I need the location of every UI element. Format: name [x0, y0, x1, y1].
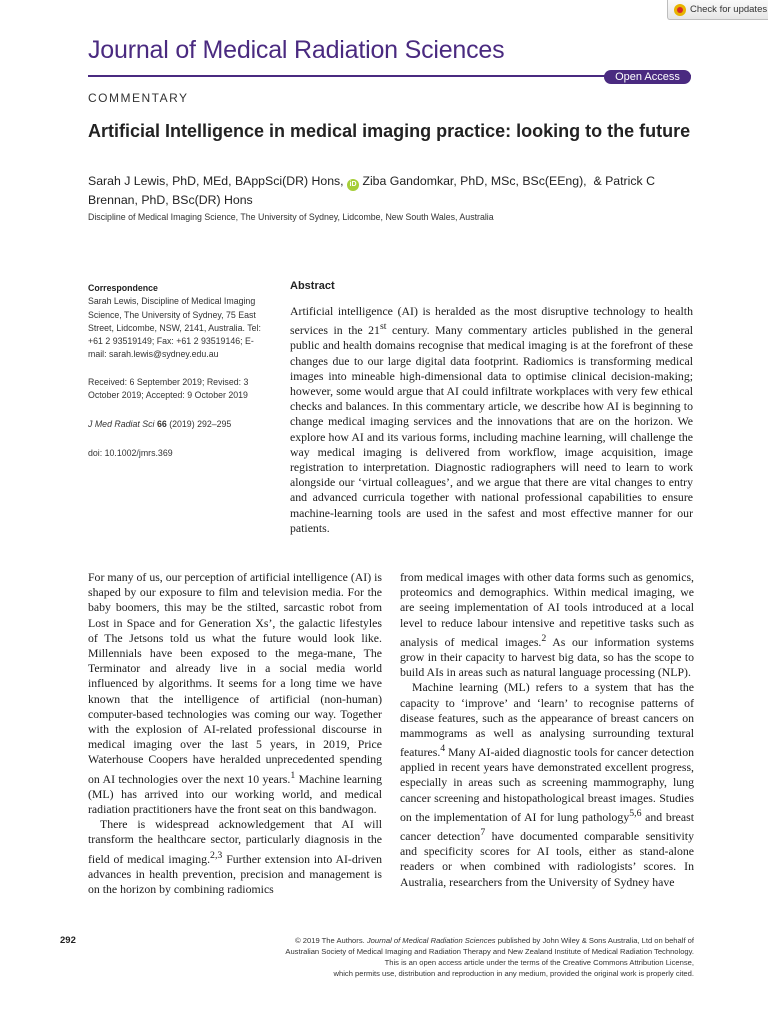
citation-journal: J Med Radiat Sci — [88, 419, 155, 429]
crossmark-icon — [674, 4, 686, 16]
page-number: 292 — [60, 935, 76, 946]
orcid-icon[interactable]: iD — [347, 179, 359, 191]
body-paragraph: There is widespread acknowledgement that AI will transform the healthcare sector, particularly diagnosis in the field of medical imaging.$^{2,3}$ Further extension into AI-driven advances in health prevention, precision and management is on the horizon by combining radiomics — [88, 817, 382, 896]
section-label: COMMENTARY — [88, 91, 189, 105]
citation-ref[interactable]: 2 — [541, 632, 547, 644]
journal-divider — [88, 75, 691, 77]
article-title: Artificial Intelligence in medical imaging practice: looking to the future — [88, 121, 691, 141]
copyright-footer: © 2019 The Authors. Journal of Medical Radiation Sciences published by John Wiley & Sons Australia, Ltd on behalf of Australian Society of Medical Imaging and Radiation Therapy and New Zealand Institute of Medical Radiation Technology. This is an open access article under the terms of the Creative Commons Attribution License, which permits use, distribution and reproduction in any medium, provided the original work is properly cited. — [285, 936, 694, 978]
correspondence-heading: Correspondence — [88, 283, 158, 293]
article-dates: Received: 6 September 2019; Revised: 3 October 2019; Accepted: 9 October 2019 — [88, 377, 249, 401]
open-access-badge: Open Access — [604, 70, 691, 84]
doi-link[interactable]: doi: 10.1002/jmrs.369 — [88, 448, 173, 458]
body-paragraph: from medical images with other data forms such as genomics, proteomics and demographics. Within medical imaging, we are seeing implementation of AI tools introduced at a local level to reduce labour intensive and repetitive tasks such as analysis of medical images.$^2$ As our information systems grow in their capacity to harvest big data, so has the scope to build AIs in areas such as natural language processing (NLP). — [400, 570, 694, 680]
citation-ref[interactable]: 5,6 — [629, 807, 642, 819]
body-column-left — [88, 570, 382, 897]
citation-volume: 66 — [156, 419, 167, 429]
correspondence-text: Sarah Lewis, Discipline of Medical Imaging Science, The University of Sydney, 75 East Street, Lidcombe, NSW, 2141, Australia. Tel: +61 2 93519149; Fax: +61 2 93519146; E-mail: sarah.lewis@sydney.edu.au — [88, 296, 261, 360]
citation — [88, 418, 268, 431]
body-column-right — [400, 570, 694, 890]
check-for-updates-label: Check for updates — [690, 4, 768, 15]
author-name: Sarah J Lewis, PhD, MEd, BAppSci(DR) Hons, — [88, 174, 344, 188]
affiliation: Discipline of Medical Imaging Science, The University of Sydney, Lidcombe, New South Wales, Australia — [88, 212, 494, 222]
superscript: st — [379, 321, 387, 333]
citation-ref[interactable]: 2,3 — [210, 849, 223, 861]
citation-ref[interactable]: 7 — [480, 827, 486, 839]
journal-title: Journal of Medical Radiation Sciences — [88, 36, 505, 64]
citation-ref[interactable]: 4 — [440, 743, 446, 755]
author-name: Ziba Gandomkar, PhD, MSc, BSc(EEng), — [362, 174, 587, 188]
author-list — [88, 172, 698, 209]
body-paragraph: Machine learning (ML) refers to a system that has the capacity to ‘improve’ and ‘learn’ to recognise patterns of disease features, such as the appearance of breast cancers on mammograms as well as analysing surrounding textural features.$^4$ Many AI-aided diagnostic tools for cancer detection applied in recent years have demonstrated excellent progress, especially in areas such as screening mammography, lung cancer screening and histopathological breast images. Studies on the implementation of AI for lung pathology$^{5,6}$ and breast cancer detection$^7$ have documented comparable sensitivity and specificity scores for AI tools, either as stand-alone readers or when combined with radiologists’ scores. In Australia, researchers from the University of Sydney have — [400, 680, 694, 889]
author-name: & Patrick C Brennan, PhD, BSc(DR) Hons — [88, 174, 655, 207]
abstract-text: Artificial intelligence (AI) is heralded as the most disruptive technology to health services in the 21st century. Many commentary articles published in the general public and health domains recognise that medical imaging is at the forefront of these changes due to our large digital data footprint. Radiomics is transforming medical images into mineable high-dimensional data to optimise clinical decision-making; however, some would argue that AI could infiltrate workplaces with very few ethical checks and balances. In this commentary article, we describe how AI is beginning to change medical imaging services and the innovations that are on the horizon. We explore how AI and its various forms, including machine learning, will challenge the way medical imaging is delivered from workflow, image acquisition, image registration to interpretation. Diagnostic radiographers will need to learn to work alongside our ‘virtual colleagues’, and we argue that there are vital changes to entry and advanced curricula together with national professional capabilities to ensure machine-learning tools are used in the safest and most effective manner for our patients. — [290, 304, 693, 535]
check-for-updates-badge[interactable] — [667, 0, 768, 20]
body-paragraph: For many of us, our perception of artificial intelligence (AI) is shaped by our exposure to film and television media. For the baby boomers, this may be the stilted, sarcastic robot from Lost in Space and for Generation Xs’, the galactic lifestyles of The Jetsons told us what the future would look like. Millennials have been exposed to the mega-mane, The Terminator and already live in a social media world influenced by algorithms. It seems for a long time we have known that the intelligence of artificial (non-human) computer-based technologies was coming our way. Together with the explosion of AI-related professional discourse in medical imaging over the last 5 years, in 2019, Price Waterhouse Coopers have heralded unprecedented spending on AI technologies over the next 10 years.$^1$ Machine learning (ML) has arrived into our working world, and medical radiation practitioners have the front seat on this bandwagon. — [88, 570, 382, 816]
citation-pages: (2019) 292–295 — [169, 419, 232, 429]
abstract-heading: Abstract — [290, 280, 335, 292]
correspondence-block — [88, 282, 268, 362]
citation-ref[interactable]: 1 — [290, 769, 296, 781]
